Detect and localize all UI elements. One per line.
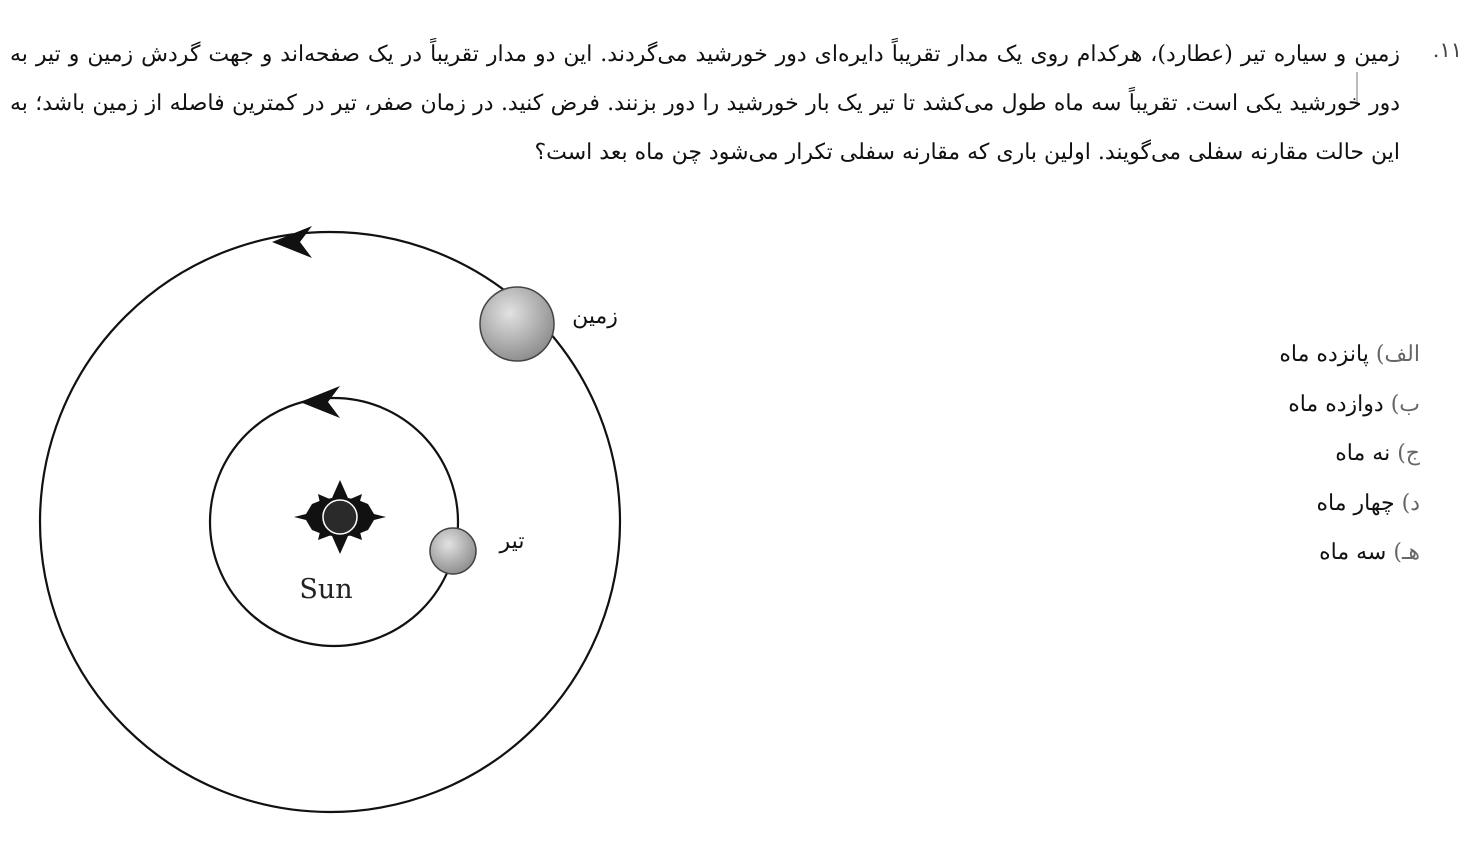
choice-letter: الف) (1375, 342, 1420, 367)
choice-letter: هـ) (1393, 540, 1420, 565)
mercury-orbit-arrow-icon (300, 386, 340, 418)
choice-b[interactable] (1060, 380, 1420, 430)
mercury-planet (430, 528, 476, 574)
earth-planet (480, 287, 554, 361)
choice-letter: ج) (1397, 441, 1420, 466)
choice-a[interactable] (1060, 330, 1420, 380)
choice-text: پانزده ماه (1279, 342, 1369, 367)
sun-icon (294, 480, 386, 554)
answer-choices (1060, 330, 1420, 578)
choice-d[interactable] (1060, 479, 1420, 529)
choice-c[interactable] (1060, 429, 1420, 479)
mercury-label: تیر (499, 529, 525, 554)
choice-text: نه ماه (1335, 441, 1391, 466)
earth-label: زمین (572, 304, 618, 329)
question-number: ۱۱. (1432, 38, 1462, 62)
question-text: زمین و سیاره تیر (عطارد)، هرکدام روی یک مدار تقریباً دایره‌ای دور خورشید می‌گردند. این دو مدار تقریباً در یک صفحه‌اند و جهت گردش زمین و تیر به دور خورشید یکی است. تقریباً سه ماه طول می‌کشد تا تیر یک بار خورشید را دور بزنند. فرض کنید. در زمان صفر، تیر در کمترین فاصله از زمین باشد؛ به این حالت مقارنه سفلی می‌گویند. اولین باری که مقارنه سفلی تکرار می‌شود چن ماه بعد است؟ (10, 42, 1400, 165)
earth-orbit-arrow-icon (272, 226, 312, 258)
choice-text: چهار ماه (1316, 490, 1395, 516)
choice-letter: د) (1401, 490, 1420, 516)
choice-e[interactable] (1060, 528, 1420, 578)
choice-text: دوازده ماه (1288, 391, 1384, 417)
sun-label: Sun (299, 574, 353, 605)
orbit-diagram (0, 210, 680, 830)
choice-letter: ب) (1390, 391, 1420, 417)
choice-text: سه ماه (1319, 540, 1387, 565)
